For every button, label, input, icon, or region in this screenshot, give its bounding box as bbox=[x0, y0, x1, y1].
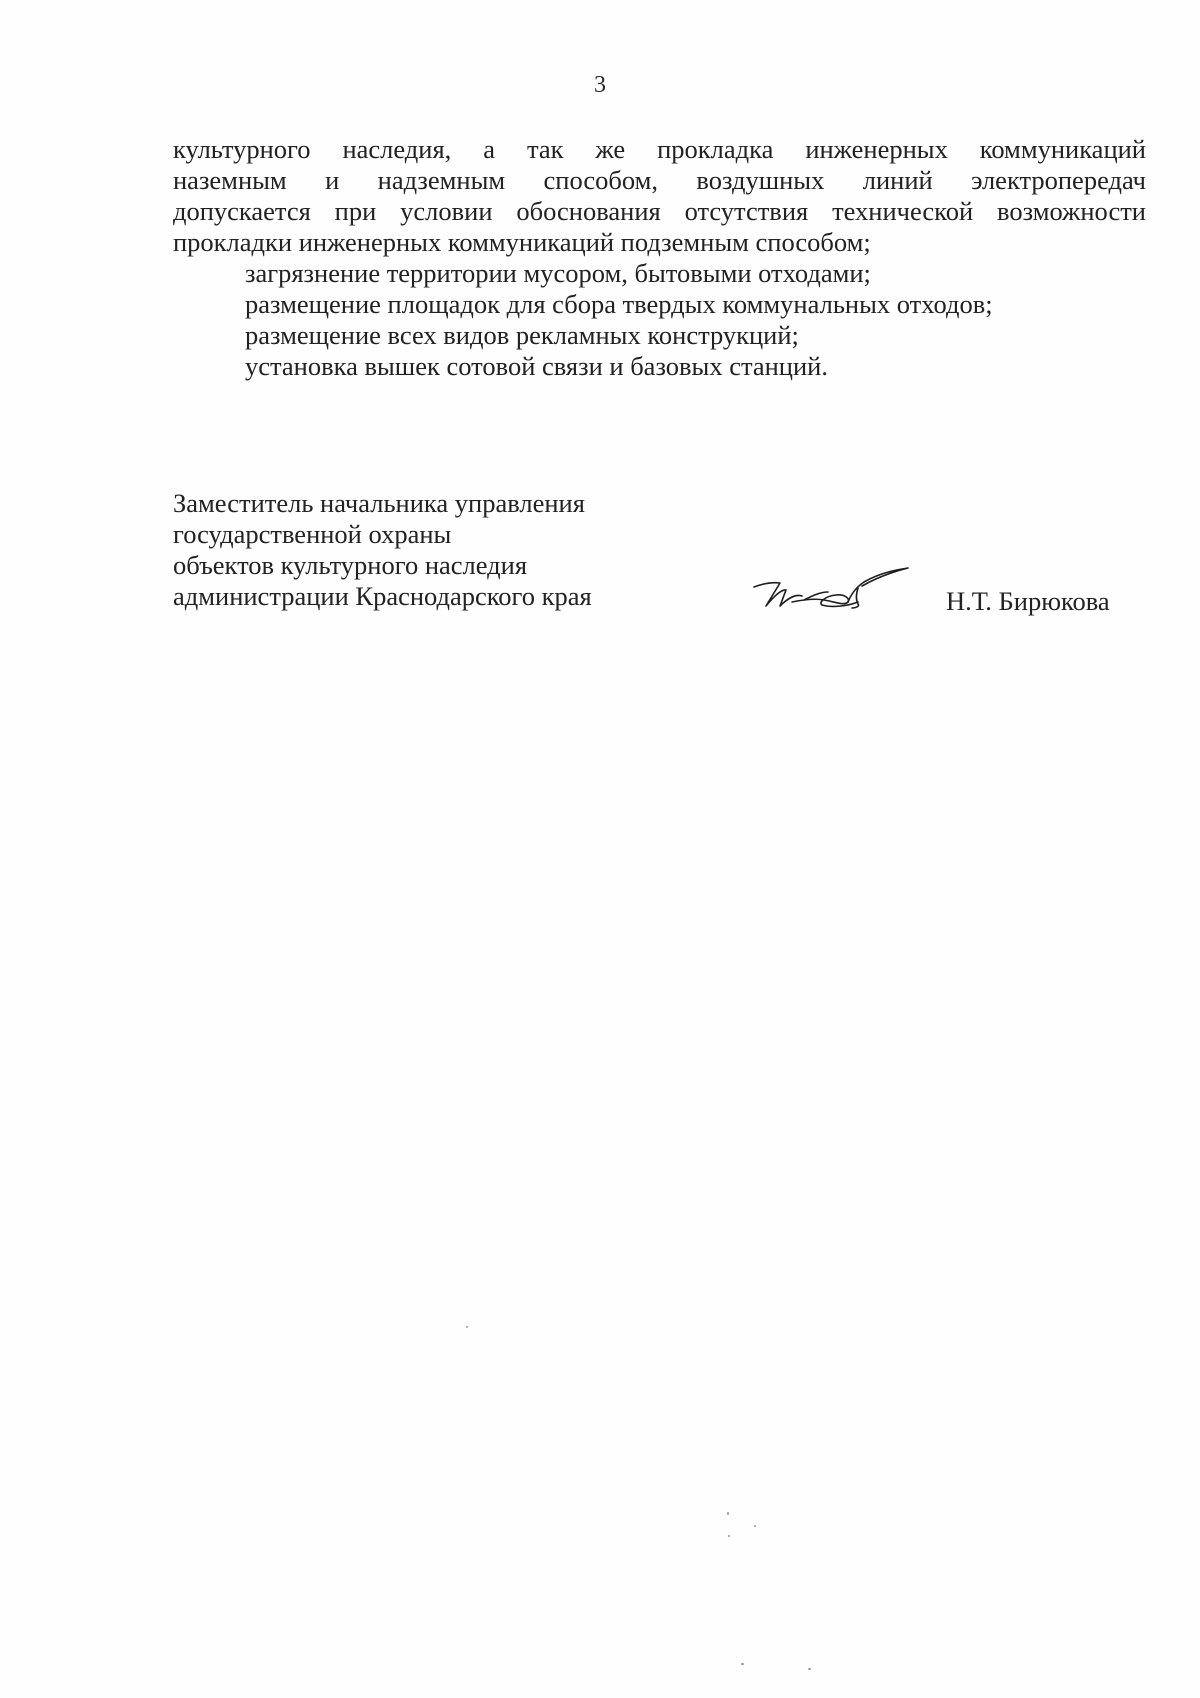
paragraph-line: наземным и надземным способом, воздушных линий электропередач bbox=[173, 165, 1146, 195]
signer-name: Н.Т. Бирюкова bbox=[946, 586, 1110, 616]
scan-speck bbox=[808, 1668, 811, 1670]
list-item: размещение площадок для сбора твердых коммунальных отходов; bbox=[245, 289, 993, 319]
scan-speck bbox=[727, 1512, 729, 1515]
paragraph-last-line: прокладки инженерных коммуникаций подземным способом; bbox=[173, 227, 871, 257]
scan-speck bbox=[754, 1525, 756, 1527]
paragraph-line: культурного наследия, а так же прокладка инженерных коммуникаций bbox=[173, 134, 1146, 164]
position-line: государственной охраны bbox=[173, 519, 452, 549]
position-line: Заместитель начальника управления bbox=[173, 488, 585, 518]
position-line: администрации Краснодарского края bbox=[173, 581, 592, 611]
page-number: 3 bbox=[594, 72, 606, 98]
list-item: установка вышек сотовой связи и базовых станций. bbox=[245, 351, 828, 381]
body-text bbox=[173, 134, 1146, 382]
list-item: загрязнение территории мусором, бытовыми отходами; bbox=[245, 258, 871, 288]
position-line: объектов культурного наследия bbox=[173, 550, 528, 580]
scan-speck bbox=[466, 1326, 468, 1328]
paragraph-line: допускается при условии обоснования отсутствия технической возможности bbox=[173, 196, 1146, 226]
scan-speck bbox=[741, 1663, 744, 1665]
scan-speck bbox=[728, 1535, 730, 1537]
list-item: размещение всех видов рекламных конструкций; bbox=[245, 320, 799, 350]
handwritten-signature bbox=[752, 562, 910, 622]
signatory-position bbox=[173, 488, 592, 612]
